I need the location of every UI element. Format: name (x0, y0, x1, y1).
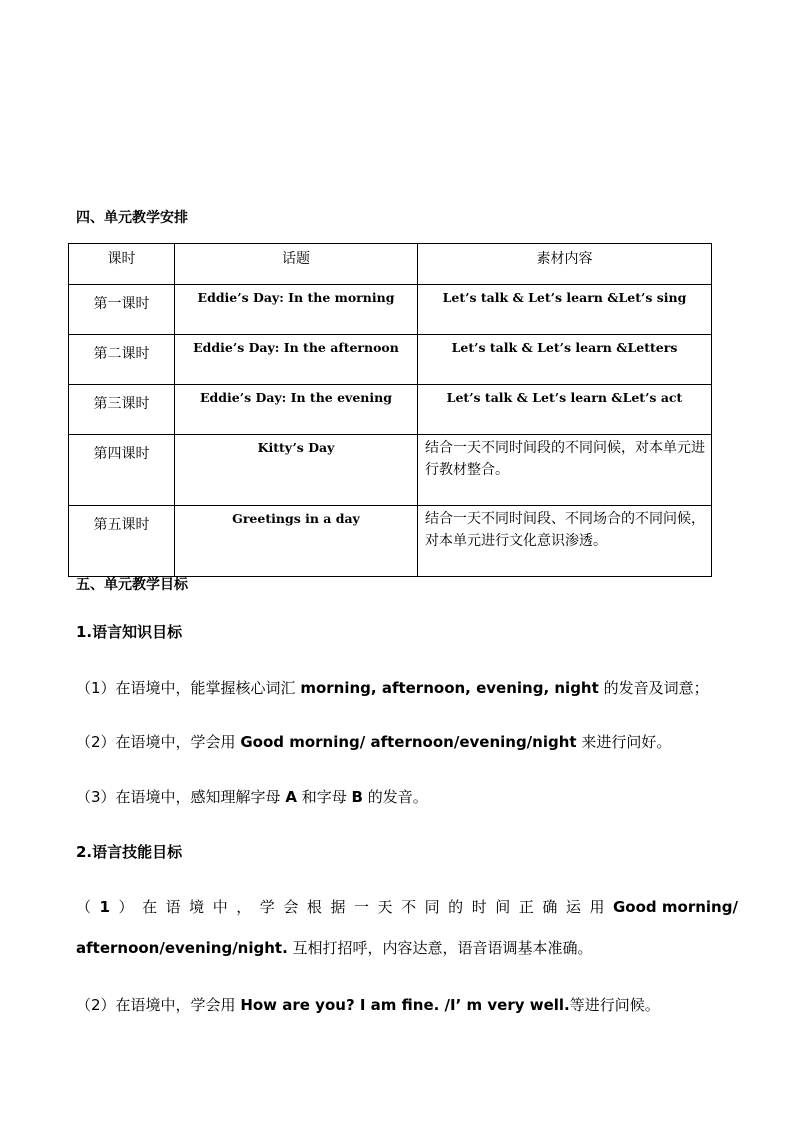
lesson-cell: 第一课时 (69, 285, 175, 335)
justified-char: 根 (306, 898, 322, 916)
justified-char: 不 (401, 898, 417, 916)
justified-char: 1 (99, 898, 110, 916)
material-cell: 结合一天不同时间段、不同场合的不同问候，对本单元进行文化意识渗透。 (418, 506, 712, 577)
justified-char: 用 (589, 898, 605, 916)
table-row (69, 506, 712, 577)
topic-cell: Greetings in a day (175, 506, 418, 577)
justified-char: 境 (189, 898, 205, 916)
justified-char: ） (118, 898, 134, 916)
material-cell: Let’s talk & Let’s learn &Let’s act (418, 385, 712, 435)
header-topic: 话题 (175, 244, 418, 285)
justified-char: （ (76, 898, 92, 916)
justified-char: 中 (212, 898, 228, 916)
justified-char: 学 (259, 898, 275, 916)
section5-heading: 五、单元教学目标 (76, 577, 188, 593)
justified-char: 在 (142, 898, 158, 916)
knowledge-goal-3: （3）在语境中，感知理解字母 A 和字母 B 的发音。 (76, 788, 428, 806)
header-lesson: 课时 (69, 244, 175, 285)
table-row (69, 385, 712, 435)
knowledge-goal-1: （1）在语境中，能掌握核心词汇 morning, afternoon, evening, night 的发音及词意； (76, 679, 709, 697)
topic-cell: Kitty’s Day (175, 435, 418, 506)
justified-char: ， (236, 898, 252, 916)
justified-char: 正 (518, 898, 534, 916)
topic-cell: Eddie’s Day: In the morning (175, 285, 418, 335)
justified-char: 确 (542, 898, 558, 916)
justified-char: 同 (424, 898, 440, 916)
section4-heading: 四、单元教学安排 (76, 210, 188, 226)
knowledge-goals-title: 1.语言知识目标 (76, 623, 183, 641)
justified-char: 时 (471, 898, 487, 916)
topic-cell: Eddie’s Day: In the evening (175, 385, 418, 435)
justified-char: 运 (565, 898, 581, 916)
table-row (69, 285, 712, 335)
justified-char: 间 (495, 898, 511, 916)
header-material: 素材内容 (418, 244, 712, 285)
lesson-cell: 第二课时 (69, 335, 175, 385)
lesson-cell: 第三课时 (69, 385, 175, 435)
topic-cell: Eddie’s Day: In the afternoon (175, 335, 418, 385)
material-cell: Let’s talk & Let’s learn &Let’s sing (418, 285, 712, 335)
lesson-cell: 第五课时 (69, 506, 175, 577)
lesson-cell: 第四课时 (69, 435, 175, 506)
skills-goal-1-line1: （ 1 ） 在 语 境 中 ， 学 会 根 据 一 天 不 同 的 时 间 正 确 运 用 Good morning/ (76, 898, 738, 916)
material-cell: Let’s talk & Let’s learn &Letters (418, 335, 712, 385)
material-cell: 结合一天不同时间段的不同问候，对本单元进行教材整合。 (418, 435, 712, 506)
table-header-row (69, 244, 712, 285)
skills-goal-2: （2）在语境中，学会用 How are you? I am fine. /I’ m very well.等进行问候。 (76, 996, 660, 1014)
table-row (69, 435, 712, 506)
skills-goals-title: 2.语言技能目标 (76, 843, 183, 861)
teaching-schedule-table (68, 243, 712, 577)
justified-char: 天 (377, 898, 393, 916)
justified-char: 的 (448, 898, 464, 916)
skills-goal-1-line2: afternoon/evening/night. 互相打招呼，内容达意，语音语调基本准确。 (76, 939, 593, 957)
justified-char: 据 (330, 898, 346, 916)
table-row (69, 335, 712, 385)
justified-char: 会 (283, 898, 299, 916)
knowledge-goal-2: （2）在语境中，学会用 Good morning/ afternoon/evening/night 来进行问好。 (76, 733, 672, 751)
justified-char: 语 (165, 898, 181, 916)
justified-char: 一 (353, 898, 369, 916)
